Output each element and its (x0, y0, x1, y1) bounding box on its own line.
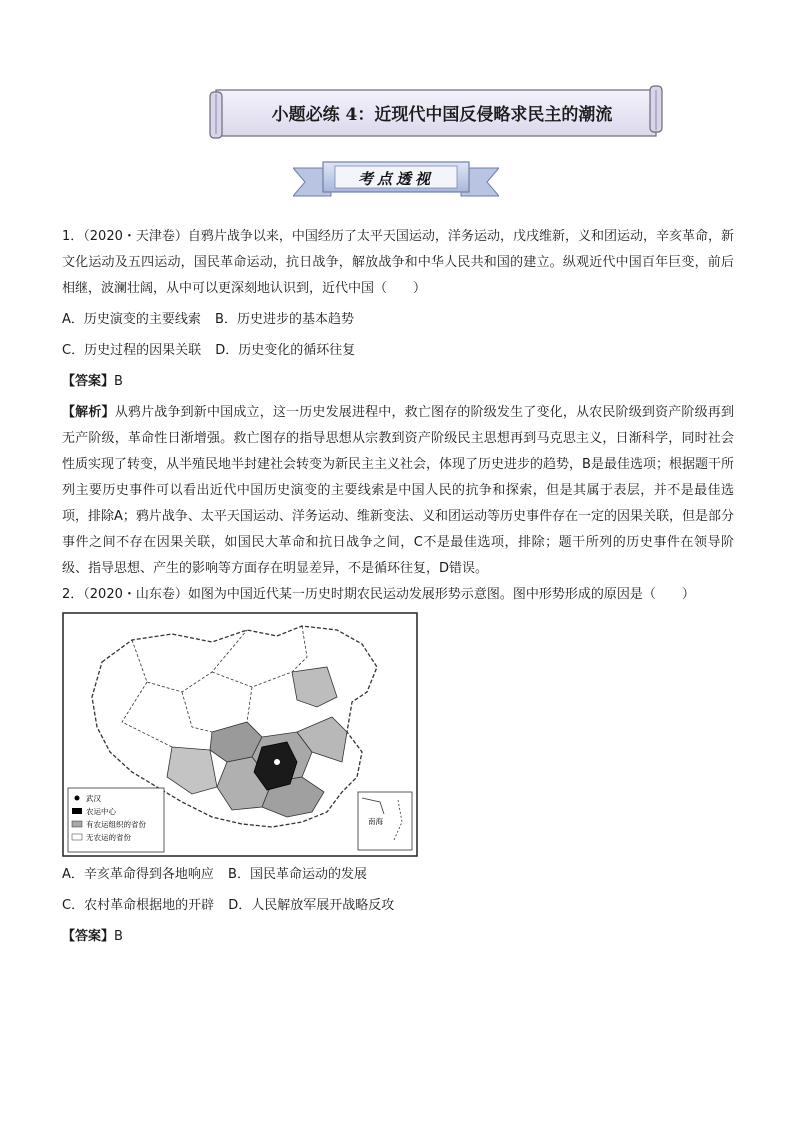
question-1-options-row-1 (62, 307, 734, 333)
section-title-banner (208, 84, 664, 140)
question-1-stem: 1．（2020・天津卷）自鸦片战争以来，中国经历了太平天国运动，洋务运动，戊戌维新，义和团运动，辛亥革命，新文化运动及五四运动，国民革命运动，抗日战争，解放战争和中华人民共和国的建立。纵观近代中国百年巨变，前后相继，波澜壮阔，从中可以更深刻地认识到，近代中国（ ） (62, 229, 734, 296)
question-2-option-d: D．人民解放军展开战略反攻 (228, 898, 395, 913)
question-2-option-a: A．辛亥革命得到各地响应 (62, 867, 214, 882)
ribbon-label: 考点透视 (357, 170, 434, 188)
legend-city-symbol (75, 796, 80, 801)
question-1-option-b: B．历史进步的基本趋势 (215, 312, 354, 327)
question-2-options-row-1 (62, 862, 734, 888)
question-1-answer-value: B (114, 374, 123, 389)
question-1-explanation-text: 从鸦片战争到新中国成立，这一历史发展进程中，救亡图存的阶级发生了变化，从农民阶级到资产阶级再到无产阶级，革命性日渐增强。救亡图存的指导思想从宗教到资产阶级民主思想再到马克思主义，日渐科学，同时社会性质实现了转变，从半殖民地半封建社会转变为新民主主义社会，体现了历史进步的趋势，B是最佳选项；根据题干所列主要历史事件可以看出近代中国历史演变的主要线索是中国人民的抗争和探索，但是其属于表层，并不是最佳选项，排除A；鸦片战争、太平天国运动、洋务运动、维新变法、义和团运动等历史事件存在一定的因果关联，但是部分事件之间不存在因果关联，如国民大革命和抗日战争之间，C不是最佳选项，排除；题干所列的历史事件在领导阶级、指导思想、产生的影响等方面存在明显差异，不是循环往复，D错误。 (62, 405, 734, 576)
question-1-answer (62, 369, 734, 395)
question-content (62, 224, 734, 950)
question-1-option-d: D．历史变化的循环往复 (215, 343, 356, 358)
inset-label: 南海 (368, 817, 383, 826)
question-1-answer-label: 【答案】 (62, 374, 115, 389)
legend-none-symbol (72, 834, 82, 840)
peasant-movement-map (62, 612, 418, 857)
question-1-option-a: A．历史演变的主要线索 (62, 312, 201, 327)
question-1-options-row-2 (62, 338, 734, 364)
question-2-option-b: B．国民革命运动的发展 (228, 867, 367, 882)
question-2-stem: 2．（2020・山东卷）如图为中国近代某一历史时期农民运动发展形势示意图。图中形势形成的原因是（ ） (62, 587, 695, 602)
question-2-options-row-2 (62, 893, 734, 919)
legend-item-none: 无农运的省份 (86, 833, 131, 842)
legend-item-org: 有农运组织的省份 (86, 820, 146, 829)
legend-org-symbol (72, 821, 82, 827)
legend-item-wuhan: 武汉 (86, 794, 101, 803)
question-2-answer (62, 924, 734, 950)
page-title: 小题必练 4：近现代中国反侵略求民主的潮流 (271, 105, 613, 125)
question-2-answer-value: B (114, 929, 123, 944)
legend-item-center: 农运中心 (86, 807, 116, 816)
question-1-explanation-label: 【解析】 (62, 405, 115, 420)
question-1-option-c: C．历史过程的因果关联 (62, 343, 202, 358)
legend-center-symbol (72, 808, 82, 814)
question-2-answer-label: 【答案】 (62, 929, 115, 944)
wuhan-marker (275, 760, 280, 765)
question-2-option-c: C．农村革命根据地的开辟 (62, 898, 215, 913)
map-inset (358, 792, 412, 850)
section-ribbon (293, 160, 499, 200)
question-1-explanation (62, 400, 734, 582)
